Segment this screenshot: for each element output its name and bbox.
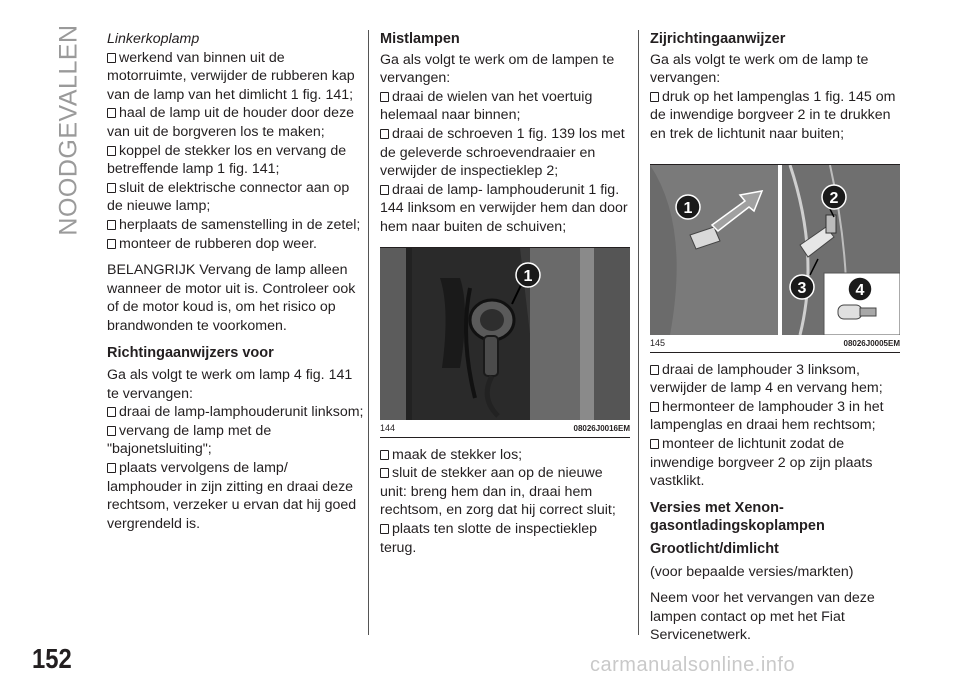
bullet-list-a	[107, 49, 364, 254]
list-item: draai de wielen van het voertuig helemaal naar binnen;	[380, 88, 593, 124]
heading-mistlampen: Mistlampen	[380, 31, 460, 47]
list-item: haal de lamp uit de houder door deze van uit de borgveren los te maken;	[107, 105, 355, 140]
list-item: monteer de lichtunit zodat de inwendige borgveer 2 op zijn plaats vastklikt.	[650, 435, 873, 490]
bullet-list-b	[650, 361, 900, 491]
heading-xenon: Versies met Xenon- gasontladingskoplampen	[650, 499, 825, 535]
bullet-list-a	[380, 88, 630, 237]
list-item: draai de lamp-lamphouderunit linksom;	[107, 403, 364, 422]
watermark: carmanualsonline.info	[590, 654, 796, 676]
heading-grootlicht-dimlicht: Grootlicht/dimlicht	[650, 540, 779, 557]
list-item: vervang de lamp met de "bajonetsluiting";	[107, 422, 272, 458]
checkbox-icon	[650, 402, 659, 412]
list-item: draai de lamphouder 3 linksom, verwijder de lamp 4 en vervang hem;	[650, 361, 883, 397]
list-item: draai de schroeven 1 fig. 139 los met de geleverde schroevendraaier en verwijder de inspectieklep 2;	[380, 125, 625, 180]
side-indicator-illustration	[650, 165, 900, 335]
checkbox-icon	[380, 129, 389, 139]
figure-caption	[650, 335, 900, 352]
heading-richtingaanwijzers-voor: Richtingaanwijzers voor	[107, 344, 274, 361]
list-item: plaats vervolgens de lamp/ lamphouder in zijn zitting en draai deze rechtsom, verzeker u ervan dat hij goed vergrendeld is.	[107, 460, 357, 532]
warning-paragraph: BELANGRIJK Vervang de lamp alleen wanneer de motor uit is. Controleer ook of de motor koud is, om het risico op brandwonden te voorkomen.	[107, 262, 356, 334]
checkbox-icon	[380, 524, 389, 534]
figure-code: 08026J0005EM	[843, 338, 900, 348]
figure-145	[650, 164, 900, 353]
column-divider	[638, 30, 639, 635]
final-paragraph: Neem voor het vervangen van deze lampen contact op met het Fiat Servicenetwerk.	[650, 590, 875, 644]
callout-3: 3	[797, 279, 807, 297]
column-divider	[368, 30, 369, 635]
page-number: 152	[32, 643, 72, 674]
callout-4: 4	[855, 281, 865, 299]
section-title	[52, 24, 86, 236]
column-1	[107, 30, 364, 533]
checkbox-icon	[380, 92, 389, 102]
list-item: sluit de elektrische connector aan op de nieuwe lamp;	[107, 179, 350, 215]
fog-lamp-illustration	[380, 248, 630, 420]
checkbox-icon	[107, 426, 116, 436]
callout-1: 1	[523, 267, 533, 285]
checkbox-icon	[380, 468, 389, 478]
list-item: plaats ten slotte de inspectieklep terug.	[380, 520, 598, 556]
figure-144	[380, 247, 630, 438]
intro-paragraph: Ga als volgt te werk om de lamp te vervangen:	[650, 51, 869, 87]
list-item: herplaats de samenstelling in de zetel;	[107, 216, 364, 235]
checkbox-icon	[380, 185, 389, 195]
callout-1: 1	[683, 199, 693, 217]
checkbox-icon	[107, 463, 116, 473]
note-paragraph: (voor bepaalde versies/markten)	[650, 563, 854, 580]
checkbox-icon	[380, 450, 389, 460]
bullet-list-b	[380, 446, 630, 558]
checkbox-icon	[107, 183, 116, 193]
photo-fog-lamp	[380, 248, 630, 420]
photo-side-indicator	[650, 165, 900, 335]
figure-number: 144	[380, 422, 396, 433]
callout-2: 2	[829, 189, 839, 207]
heading-zijrichtingaanwijzer: Zijrichtingaanwijzer	[650, 31, 786, 47]
bullet-list-b	[107, 403, 364, 533]
checkbox-icon	[650, 365, 659, 375]
list-item: werkend van binnen uit de motorruimte, verwijder de rubberen kap van de lamp van het dimlicht 1 fig. 141;	[107, 49, 355, 103]
subheading-linkerkoplamp: Linkerkoplamp	[107, 31, 200, 47]
checkbox-icon	[650, 439, 659, 449]
figure-code: 08026J0016EM	[573, 423, 630, 433]
intro-paragraph: Ga als volgt te werk om lamp 4 fig. 141 te vervangen:	[107, 367, 353, 402]
checkbox-icon	[107, 108, 116, 118]
figure-number: 145	[650, 337, 666, 348]
list-item: sluit de stekker aan op de nieuwe unit: breng hem dan in, draai hem rechtsom, en zorg dat hij correct sluit;	[380, 465, 616, 519]
list-item: koppel de stekker los en vervang de betreffende lamp 1 fig. 141;	[107, 142, 347, 178]
checkbox-icon	[107, 146, 116, 156]
column-2	[380, 30, 630, 557]
column-3	[650, 30, 900, 653]
list-item: maak de stekker los;	[380, 446, 630, 465]
checkbox-icon	[107, 239, 116, 249]
list-item: draai de lamp- lamphouderunit 1 fig. 144 linksom en verwijder hem dan door hem naar buiten de schuiven;	[380, 181, 628, 235]
bullet-list-a	[650, 88, 900, 144]
intro-paragraph: Ga als volgt te werk om de lampen te vervangen:	[380, 51, 615, 87]
checkbox-icon	[107, 220, 116, 230]
figure-caption	[380, 420, 630, 437]
list-item: monteer de rubberen dop weer.	[107, 235, 364, 254]
list-item: hermonteer de lamphouder 3 in het lampenglas en draai hem rechtsom;	[650, 398, 884, 434]
checkbox-icon	[107, 407, 116, 417]
checkbox-icon	[107, 53, 116, 63]
checkbox-icon	[650, 92, 659, 102]
section-title-text: NOODGEVALLEN	[54, 24, 83, 236]
list-item: druk op het lampenglas 1 fig. 145 om de inwendige borgveer 2 in te drukken en trek de lichtunit naar buiten;	[650, 88, 896, 142]
